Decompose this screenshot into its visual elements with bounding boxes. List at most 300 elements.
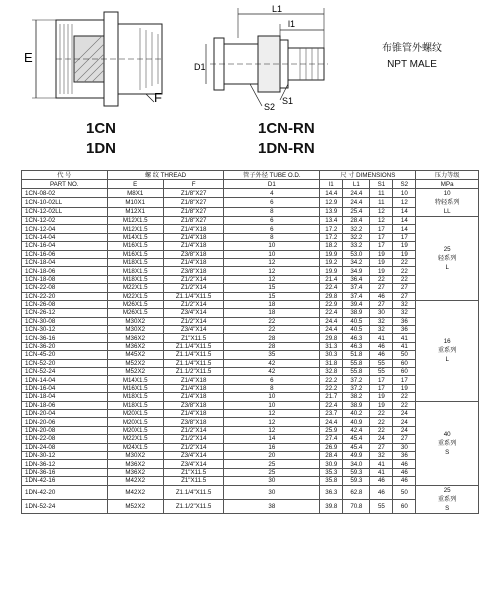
table-row <box>22 225 479 233</box>
cell-dim-s2: 22 <box>393 258 416 266</box>
cell-dim-L1: 34.9 <box>343 267 370 275</box>
cell-dim-s1: 17 <box>370 384 393 392</box>
series-code: S <box>445 448 450 456</box>
cell-tube-od: 28 <box>224 342 320 350</box>
cell-dim-s1: 11 <box>370 198 393 207</box>
cell-thread-f: Z1/4"X18 <box>163 233 224 241</box>
cell-dim-l1: 17.2 <box>320 233 343 241</box>
cell-thread-e: M30X2 <box>107 451 163 459</box>
header-part-no: PART NO. <box>22 180 108 189</box>
table-row <box>22 198 479 207</box>
cell-thread-e: M36X2 <box>107 334 163 342</box>
cell-tube-od: 22 <box>224 317 320 325</box>
pressure-group-cell <box>416 300 479 401</box>
cell-thread-e: M30X2 <box>107 317 163 325</box>
cell-dim-s2: 14 <box>393 207 416 216</box>
cell-thread-e: M12X1.5 <box>107 217 163 225</box>
model-1dn-rn-label: 1DN-RN <box>258 140 315 157</box>
cell-dim-s2: 24 <box>393 418 416 426</box>
cell-dim-L1: 37.4 <box>343 292 370 300</box>
cell-dim-s2: 14 <box>393 225 416 233</box>
npt-english-label: NPT MALE <box>387 59 437 70</box>
cell-dim-s1: 46 <box>370 292 393 300</box>
cell-dim-s1: 46 <box>370 477 393 485</box>
header-pressure-cn: 压力等级 <box>416 171 479 180</box>
cell-thread-e: M24X1.5 <box>107 443 163 451</box>
cell-thread-f: Z1/2"X14 <box>163 275 224 283</box>
cell-dim-s1: 46 <box>370 485 393 499</box>
cell-dim-s2: 41 <box>393 334 416 342</box>
cell-dim-l1: 22.2 <box>320 384 343 392</box>
cell-dim-s1: 17 <box>370 233 393 241</box>
series-code: S <box>445 504 450 512</box>
cell-thread-e: M42X2 <box>107 477 163 485</box>
cell-dim-L1: 55.8 <box>343 359 370 367</box>
cell-dim-L1: 24.4 <box>343 189 370 198</box>
table-row <box>22 258 479 266</box>
series-code: L <box>445 356 449 364</box>
cell-dim-l1: 23.7 <box>320 409 343 417</box>
series-name: 重系列 <box>437 347 457 355</box>
cell-thread-f: Z1/4"X18 <box>163 376 224 384</box>
cell-part-no: 1CN-22-20 <box>22 292 108 300</box>
cell-dim-s2: 17 <box>393 233 416 241</box>
cell-dim-s2: 19 <box>393 250 416 258</box>
pressure-group-cell <box>416 485 479 513</box>
cell-part-no: 1DN-24-08 <box>22 443 108 451</box>
cell-dim-s1: 11 <box>370 189 393 198</box>
cell-dim-s2: 36 <box>393 317 416 325</box>
cell-part-no: 1DN-20-04 <box>22 409 108 417</box>
cell-thread-f: Z1/4"X18 <box>163 409 224 417</box>
dim-e-label: E <box>24 50 33 65</box>
cell-thread-e: M26X1.5 <box>107 300 163 308</box>
cell-dim-s2: 22 <box>393 401 416 409</box>
cell-dim-s1: 55 <box>370 499 393 513</box>
cell-thread-e: M18X1.5 <box>107 401 163 409</box>
cell-dim-L1: 40.5 <box>343 326 370 334</box>
cell-tube-od: 30 <box>224 477 320 485</box>
table-row <box>22 189 479 198</box>
cell-tube-od: 6 <box>224 225 320 233</box>
cell-dim-L1: 40.5 <box>343 317 370 325</box>
cell-dim-L1: 59.3 <box>343 468 370 476</box>
cell-dim-s2: 19 <box>393 242 416 250</box>
cell-dim-s1: 46 <box>370 342 393 350</box>
table-row <box>22 334 479 342</box>
cell-part-no: 1CN-18-04 <box>22 258 108 266</box>
cell-tube-od: 18 <box>224 309 320 317</box>
header-f: F <box>163 180 224 189</box>
cell-part-no: 1DN-30-12 <box>22 451 108 459</box>
cell-part-no: 1CN-26-12 <box>22 309 108 317</box>
cell-dim-s2: 50 <box>393 351 416 359</box>
cell-dim-l1: 26.9 <box>320 443 343 451</box>
series-code: LL <box>443 208 451 215</box>
cell-tube-od: 38 <box>224 499 320 513</box>
cell-dim-L1: 38.9 <box>343 309 370 317</box>
table-row <box>22 317 479 325</box>
cell-dim-s1: 27 <box>370 284 393 292</box>
cell-dim-L1: 45.4 <box>343 443 370 451</box>
cell-thread-e: M12X1 <box>107 207 163 216</box>
cell-thread-e: M12X1.5 <box>107 225 163 233</box>
cell-thread-e: M45X2 <box>107 351 163 359</box>
fitting-drawings <box>0 0 482 170</box>
table-row <box>22 207 479 216</box>
table-row <box>22 351 479 359</box>
table-row <box>22 485 479 499</box>
cell-thread-f: Z1/2"X14 <box>163 435 224 443</box>
table-row <box>22 451 479 459</box>
cell-part-no: 1DN-22-08 <box>22 435 108 443</box>
cell-thread-e: M20X1.5 <box>107 409 163 417</box>
pressure-value: 25 <box>443 486 451 494</box>
header-s2: S2 <box>393 180 416 189</box>
cell-dim-L1: 24.4 <box>343 198 370 207</box>
table-row <box>22 368 479 376</box>
dim-l-label: l1 <box>288 19 296 29</box>
cell-dim-s1: 30 <box>370 309 393 317</box>
cell-dim-L1: 40.9 <box>343 418 370 426</box>
cell-dim-s1: 19 <box>370 250 393 258</box>
cell-dim-s1: 19 <box>370 401 393 409</box>
cell-thread-f: Z1"X11.5 <box>163 477 224 485</box>
cell-thread-f: Z1.1/4"X11.5 <box>163 292 224 300</box>
cell-part-no: 1DN-18-04 <box>22 393 108 401</box>
cell-dim-L1: 42.4 <box>343 426 370 434</box>
cell-dim-l1: 30.3 <box>320 351 343 359</box>
cell-dim-s2: 27 <box>393 292 416 300</box>
cell-tube-od: 30 <box>224 485 320 499</box>
cell-dim-s1: 17 <box>370 225 393 233</box>
pressure-group-cell <box>416 217 479 301</box>
cell-dim-l1: 22.2 <box>320 376 343 384</box>
cell-dim-s1: 32 <box>370 317 393 325</box>
cell-dim-L1: 28.4 <box>343 217 370 225</box>
cell-dim-l1: 30.9 <box>320 460 343 468</box>
cell-dim-s2: 41 <box>393 342 416 350</box>
cell-dim-L1: 37.4 <box>343 284 370 292</box>
cell-thread-f: Z3/4"X14 <box>163 309 224 317</box>
header-mpa: MPa <box>416 180 479 189</box>
cell-dim-l1: 13.9 <box>320 207 343 216</box>
cell-dim-s2: 14 <box>393 217 416 225</box>
cell-dim-s2: 17 <box>393 376 416 384</box>
cell-dim-s2: 22 <box>393 393 416 401</box>
cell-tube-od: 10 <box>224 242 320 250</box>
cell-tube-od: 10 <box>224 401 320 409</box>
cell-thread-e: M16X1.5 <box>107 242 163 250</box>
series-name: 重系列 <box>437 495 457 503</box>
cell-dim-s2: 10 <box>393 189 416 198</box>
table-row <box>22 309 479 317</box>
cell-dim-s2: 60 <box>393 368 416 376</box>
cell-part-no: 1CN-36-20 <box>22 342 108 350</box>
cell-tube-od: 12 <box>224 258 320 266</box>
cell-part-no: 1DN-42-16 <box>22 477 108 485</box>
cell-thread-e: M36X2 <box>107 460 163 468</box>
table-row <box>22 359 479 367</box>
cell-dim-L1: 32.2 <box>343 225 370 233</box>
cell-dim-L1: 46.3 <box>343 342 370 350</box>
cell-dim-s2: 27 <box>393 435 416 443</box>
cell-part-no: 1CN-18-06 <box>22 267 108 275</box>
cell-dim-s2: 19 <box>393 384 416 392</box>
model-1dn-label: 1DN <box>86 140 117 157</box>
cell-dim-l1: 24.4 <box>320 317 343 325</box>
pressure-value: 40 <box>443 430 451 438</box>
cell-thread-e: M52X2 <box>107 359 163 367</box>
table-row <box>22 499 479 513</box>
cell-dim-l1: 22.4 <box>320 284 343 292</box>
cell-thread-f: Z1/8"X27 <box>163 217 224 225</box>
cell-part-no: 1CN-14-04 <box>22 233 108 241</box>
cell-thread-e: M16X1.5 <box>107 384 163 392</box>
cell-thread-f: Z1/2"X14 <box>163 284 224 292</box>
pressure-value: 25 <box>443 245 451 253</box>
cell-thread-e: M20X1.5 <box>107 426 163 434</box>
cell-dim-l1: 36.3 <box>320 485 343 499</box>
header-thread: 螺 纹 THREAD <box>107 171 224 180</box>
cell-dim-l1: 35.8 <box>320 477 343 485</box>
cell-part-no: 1CN-16-06 <box>22 250 108 258</box>
cell-dim-s2: 60 <box>393 359 416 367</box>
cell-tube-od: 12 <box>224 418 320 426</box>
cell-dim-s2: 46 <box>393 460 416 468</box>
cell-dim-s1: 55 <box>370 359 393 367</box>
cell-dim-L1: 34.2 <box>343 258 370 266</box>
cell-part-no: 1DN-36-16 <box>22 468 108 476</box>
cell-part-no: 1CN-18-08 <box>22 275 108 283</box>
cell-dim-s1: 22 <box>370 275 393 283</box>
cell-dim-s1: 12 <box>370 217 393 225</box>
cell-dim-s1: 41 <box>370 460 393 468</box>
table-row <box>22 409 479 417</box>
cell-part-no: 1CN-12-02LL <box>22 207 108 216</box>
cell-tube-od: 22 <box>224 326 320 334</box>
cell-thread-e: M18X1.5 <box>107 393 163 401</box>
cell-dim-s1: 22 <box>370 426 393 434</box>
cell-tube-od: 25 <box>224 468 320 476</box>
cell-part-no: 1DN-42-20 <box>22 485 108 499</box>
cell-part-no: 1CN-26-08 <box>22 300 108 308</box>
cell-dim-s2: 22 <box>393 267 416 275</box>
table-row <box>22 393 479 401</box>
cell-dim-s1: 22 <box>370 409 393 417</box>
cell-part-no: 1CN-45-20 <box>22 351 108 359</box>
table-row <box>22 300 479 308</box>
cell-thread-f: Z1/4"X18 <box>163 225 224 233</box>
header-dims: 尺 寸 DIMENSIONS <box>320 171 416 180</box>
cell-tube-od: 10 <box>224 393 320 401</box>
cell-dim-L1: 40.2 <box>343 409 370 417</box>
dim-l1-label: L1 <box>272 4 283 14</box>
cell-thread-f: Z3/8"X18 <box>163 250 224 258</box>
table-row <box>22 292 479 300</box>
header-s1: S1 <box>370 180 393 189</box>
table-row <box>22 401 479 409</box>
series-name: 轻系列 <box>437 254 457 262</box>
header-e: E <box>107 180 163 189</box>
cell-dim-s1: 27 <box>370 300 393 308</box>
cell-dim-s1: 41 <box>370 334 393 342</box>
cell-thread-f: Z1/2"X14 <box>163 300 224 308</box>
cell-dim-L1: 55.8 <box>343 368 370 376</box>
header-L1: L1 <box>343 180 370 189</box>
cell-tube-od: 12 <box>224 267 320 275</box>
cell-tube-od: 35 <box>224 351 320 359</box>
cell-dim-s2: 36 <box>393 326 416 334</box>
cell-dim-s2: 27 <box>393 284 416 292</box>
cell-thread-f: Z3/8"X18 <box>163 401 224 409</box>
cell-dim-s1: 12 <box>370 207 393 216</box>
table-row <box>22 275 479 283</box>
pressure-value: 16 <box>443 338 451 346</box>
cell-dim-l1: 31.3 <box>320 342 343 350</box>
cell-thread-f: Z1/2"X14 <box>163 426 224 434</box>
table-row <box>22 376 479 384</box>
cell-part-no: 1DN-20-08 <box>22 426 108 434</box>
cell-dim-s2: 22 <box>393 275 416 283</box>
table-row <box>22 443 479 451</box>
cell-thread-f: Z3/4"X14 <box>163 451 224 459</box>
right-fitting-drawing <box>206 8 328 106</box>
cell-dim-s2: 36 <box>393 451 416 459</box>
cell-dim-s2: 12 <box>393 198 416 207</box>
cell-dim-L1: 37.2 <box>343 376 370 384</box>
cell-dim-s1: 24 <box>370 435 393 443</box>
cell-dim-l1: 17.2 <box>320 225 343 233</box>
cell-dim-l1: 22.4 <box>320 401 343 409</box>
cell-part-no: 1CN-12-02 <box>22 217 108 225</box>
cell-thread-e: M20X1.5 <box>107 418 163 426</box>
cell-dim-l1: 22.4 <box>320 309 343 317</box>
cell-tube-od: 28 <box>224 334 320 342</box>
cell-dim-s1: 41 <box>370 468 393 476</box>
cell-dim-l1: 21.7 <box>320 393 343 401</box>
cell-dim-l1: 18.2 <box>320 242 343 250</box>
cell-thread-f: Z3/8"X18 <box>163 418 224 426</box>
cell-thread-e: M26X1.5 <box>107 309 163 317</box>
cell-dim-s1: 27 <box>370 443 393 451</box>
cell-thread-f: Z3/4"X14 <box>163 460 224 468</box>
cell-part-no: 1CN-16-04 <box>22 242 108 250</box>
table-row <box>22 250 479 258</box>
cell-thread-f: Z1.1/4"X11.5 <box>163 485 224 499</box>
cell-thread-e: M36X2 <box>107 468 163 476</box>
cell-dim-l1: 19.9 <box>320 267 343 275</box>
cell-tube-od: 20 <box>224 451 320 459</box>
header-d1: D1 <box>224 180 320 189</box>
cell-dim-l1: 19.2 <box>320 258 343 266</box>
table-row <box>22 435 479 443</box>
series-name: 重系列 <box>437 439 457 447</box>
cell-dim-s2: 30 <box>393 443 416 451</box>
cell-tube-od: 6 <box>224 198 320 207</box>
cell-dim-s2: 24 <box>393 409 416 417</box>
cell-dim-l1: 22.9 <box>320 300 343 308</box>
cell-tube-od: 6 <box>224 376 320 384</box>
cell-dim-l1: 27.4 <box>320 435 343 443</box>
dim-s2-label: S2 <box>264 102 276 112</box>
cell-dim-l1: 29.8 <box>320 292 343 300</box>
cell-dim-L1: 38.9 <box>343 401 370 409</box>
cell-thread-e: M10X1 <box>107 198 163 207</box>
cell-dim-l1: 12.9 <box>320 198 343 207</box>
cell-part-no: 1CN-30-08 <box>22 317 108 325</box>
header-code-cn: 代 号 <box>22 171 108 180</box>
spec-table-body <box>22 189 479 514</box>
table-row <box>22 418 479 426</box>
cell-thread-f: Z1.1/4"X11.5 <box>163 342 224 350</box>
dim-f-label: F <box>154 90 162 105</box>
cell-dim-l1: 28.4 <box>320 451 343 459</box>
cell-dim-L1: 37.2 <box>343 384 370 392</box>
pressure-value: 10 <box>443 190 451 197</box>
cell-dim-L1: 34.0 <box>343 460 370 468</box>
series-name: 特轻系列 <box>434 199 460 206</box>
cell-thread-e: M14X1.5 <box>107 376 163 384</box>
cell-dim-l1: 24.4 <box>320 418 343 426</box>
cell-thread-f: Z1/8"X27 <box>163 189 224 198</box>
cell-dim-l1: 35.3 <box>320 468 343 476</box>
cell-thread-f: Z1/2"X14 <box>163 317 224 325</box>
cell-dim-s2: 60 <box>393 499 416 513</box>
header-l1: l1 <box>320 180 343 189</box>
cell-tube-od: 16 <box>224 443 320 451</box>
cell-thread-e: M42X2 <box>107 485 163 499</box>
cell-part-no: 1CN-08-02 <box>22 189 108 198</box>
cell-thread-f: Z1/4"X18 <box>163 393 224 401</box>
table-row <box>22 284 479 292</box>
cell-dim-l1: 13.4 <box>320 217 343 225</box>
cell-thread-f: Z3/4"X14 <box>163 326 224 334</box>
cell-part-no: 1DN-18-06 <box>22 401 108 409</box>
dim-s1-label: S1 <box>282 96 294 106</box>
dim-d1-label: D1 <box>194 62 206 72</box>
cell-dim-s1: 55 <box>370 368 393 376</box>
cell-thread-e: M8X1 <box>107 189 163 198</box>
table-row <box>22 217 479 225</box>
cell-thread-f: Z1.1/2"X11.5 <box>163 499 224 513</box>
cell-tube-od: 25 <box>224 460 320 468</box>
cell-thread-f: Z3/8"X18 <box>163 267 224 275</box>
cell-dim-s1: 19 <box>370 258 393 266</box>
cell-thread-e: M14X1.5 <box>107 233 163 241</box>
cell-thread-e: M22X1.5 <box>107 292 163 300</box>
table-row <box>22 233 479 241</box>
cell-dim-s1: 19 <box>370 393 393 401</box>
model-1cn-rn-label: 1CN-RN <box>258 120 315 137</box>
cell-thread-f: Z1.1/4"X11.5 <box>163 359 224 367</box>
cell-part-no: 1CN-30-12 <box>22 326 108 334</box>
table-row <box>22 267 479 275</box>
cell-thread-f: Z1/2"X14 <box>163 443 224 451</box>
cell-thread-e: M36X2 <box>107 342 163 350</box>
cell-dim-s1: 17 <box>370 376 393 384</box>
cell-dim-L1: 70.8 <box>343 499 370 513</box>
cell-dim-s1: 19 <box>370 267 393 275</box>
cell-dim-L1: 36.4 <box>343 275 370 283</box>
cell-dim-L1: 38.2 <box>343 393 370 401</box>
cell-thread-e: M30X2 <box>107 326 163 334</box>
cell-part-no: 1CN-22-08 <box>22 284 108 292</box>
cell-dim-l1: 32.8 <box>320 368 343 376</box>
cell-dim-l1: 39.8 <box>320 499 343 513</box>
cell-dim-s1: 22 <box>370 418 393 426</box>
cell-tube-od: 6 <box>224 217 320 225</box>
